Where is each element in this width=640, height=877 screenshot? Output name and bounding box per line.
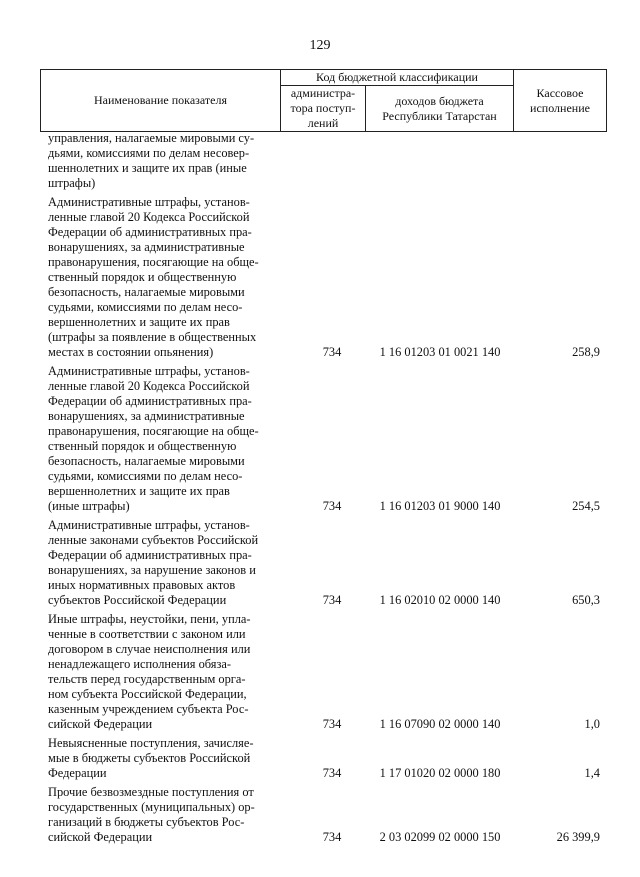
- income-code: 1 16 07090 02 0000 140: [379, 717, 501, 731]
- indicator-name-line: Федерации об административных пра-: [48, 548, 252, 562]
- header-income: [366, 86, 514, 132]
- income-code: 1 16 01203 01 9000 140: [379, 499, 501, 513]
- indicator-name-line: ленные главой 20 Кодекса Российской: [48, 379, 250, 393]
- admin-code: 734: [322, 766, 342, 780]
- page-number: 129: [309, 38, 331, 53]
- indicator-name-line: ном субъекта Российской Федерации,: [48, 687, 247, 701]
- indicator-name-line: дьями, комиссиями по делам несовер-: [48, 146, 250, 160]
- indicator-name-line: Административные штрафы, установ-: [48, 195, 250, 209]
- indicator-name-line: Административные штрафы, установ-: [48, 518, 250, 532]
- table-row: [48, 364, 600, 514]
- indicator-name-line: сийской Федерации: [48, 717, 153, 731]
- header-execution-line: исполнение: [530, 100, 590, 115]
- indicator-name: [48, 785, 275, 845]
- header-budget-code: Код бюджетной классификации: [281, 70, 514, 86]
- indicator-name-line: ленные главой 20 Кодекса Российской: [48, 210, 250, 224]
- indicator-name-line: Федерации: [48, 766, 107, 780]
- indicator-name-line: Федерации об административных пра-: [48, 225, 252, 239]
- indicator-name-line: судьями, комиссиями по делам несо-: [48, 469, 243, 483]
- admin-code: 734: [322, 499, 342, 513]
- indicator-name-line: Федерации об административных пра-: [48, 394, 252, 408]
- execution-amount: 254,5: [572, 499, 600, 513]
- indicator-name: [48, 518, 275, 608]
- indicator-name-line: штрафы): [48, 176, 96, 190]
- indicator-name-line: вонарушениях, за административные: [48, 240, 245, 254]
- indicator-name-line: ственный порядок и общественную: [48, 270, 237, 284]
- execution-amount: 650,3: [572, 593, 600, 607]
- indicator-name-line: мые в бюджеты субъектов Российской: [48, 751, 251, 765]
- indicator-name-line: вершеннолетних и защите их прав: [48, 484, 230, 498]
- indicator-name-line: иных нормативных правовых актов: [48, 578, 236, 592]
- indicator-name: [48, 364, 275, 514]
- table-row: [48, 518, 600, 608]
- indicator-name-line: ненадлежащего исполнения обяза-: [48, 657, 231, 671]
- header-income-line: Республики Татарстан: [382, 108, 497, 123]
- table-row: [48, 736, 600, 781]
- execution-amount: 1,4: [584, 766, 600, 780]
- indicator-name-line: вонарушениях, за нарушение законов и: [48, 563, 256, 577]
- indicator-name-line: сийской Федерации: [48, 830, 153, 844]
- indicator-name-line: Невыясненные поступления, зачисляе-: [48, 736, 254, 750]
- header-admin: [281, 86, 366, 132]
- indicator-name-line: вершеннолетних и защите их прав: [48, 315, 230, 329]
- header-admin-line: лений: [307, 116, 339, 130]
- table-body: [48, 131, 600, 849]
- income-code: 1 16 01203 01 0021 140: [379, 345, 501, 359]
- indicator-name-line: (иные штрафы): [48, 499, 130, 513]
- table-row: [48, 612, 600, 732]
- indicator-name-line: субъектов Российской Федерации: [48, 593, 227, 607]
- income-code: 1 16 02010 02 0000 140: [379, 593, 501, 607]
- admin-code: 734: [322, 593, 342, 607]
- indicator-name-line: Иные штрафы, неустойки, пени, упла-: [48, 612, 251, 626]
- indicator-name-line: государственных (муниципальных) ор-: [48, 800, 255, 814]
- header-income-line: доходов бюджета: [395, 93, 484, 108]
- indicator-name-line: ственный порядок и общественную: [48, 439, 237, 453]
- header-execution: [514, 70, 607, 132]
- header-name: Наименование показателя: [41, 70, 281, 132]
- execution-amount: 258,9: [572, 345, 600, 359]
- admin-code: 734: [322, 830, 342, 844]
- admin-code: 734: [322, 717, 342, 731]
- indicator-name-line: казенным учреждением субъекта Рос-: [48, 702, 249, 716]
- execution-amount: 1,0: [584, 717, 600, 731]
- indicator-name-line: Административные штрафы, установ-: [48, 364, 250, 378]
- indicator-name-line: вонарушениях, за административные: [48, 409, 245, 423]
- indicator-name-line: управления, налагаемые мировыми су-: [48, 131, 255, 145]
- indicator-name-line: безопасность, налагаемые мировыми: [48, 285, 245, 299]
- execution-amount: 26 399,9: [556, 830, 600, 844]
- table-row: [48, 785, 600, 845]
- indicator-name-line: ченные в соответствии с законом или: [48, 627, 246, 641]
- indicator-name-line: тельств перед государственным орга-: [48, 672, 246, 686]
- indicator-name-line: правонарушения, посягающие на обще-: [48, 255, 259, 269]
- indicator-name-line: шеннолетних и защите их прав (иные: [48, 161, 247, 175]
- header-admin-line: тора поступ-: [290, 101, 356, 115]
- indicator-name-line: ганизаций в бюджеты субъектов Рос-: [48, 815, 245, 829]
- indicator-name-line: безопасность, налагаемые мировыми: [48, 454, 245, 468]
- income-code: 1 17 01020 02 0000 180: [379, 766, 501, 780]
- indicator-name: [48, 195, 275, 360]
- table-header: [40, 69, 607, 132]
- indicator-name: [48, 131, 275, 191]
- indicator-name-line: правонарушения, посягающие на обще-: [48, 424, 259, 438]
- indicator-name-line: местах в состоянии опьянения): [48, 345, 214, 359]
- table-row: [48, 131, 600, 191]
- indicator-name-line: договором в случае неисполнения или: [48, 642, 251, 656]
- indicator-name-line: (штрафы за появление в общественных: [48, 330, 257, 344]
- income-code: 2 03 02099 02 0000 150: [379, 830, 501, 844]
- admin-code: 734: [322, 345, 342, 359]
- header-admin-line: администра-: [290, 86, 356, 100]
- indicator-name-line: ленные законами субъектов Российской: [48, 533, 259, 547]
- header-execution-line: Кассовое: [536, 85, 584, 100]
- indicator-name-line: Прочие безвозмездные поступления от: [48, 785, 254, 799]
- indicator-name-line: судьями, комиссиями по делам несо-: [48, 300, 243, 314]
- indicator-name: [48, 612, 275, 732]
- indicator-name: [48, 736, 275, 781]
- table-row: [48, 195, 600, 360]
